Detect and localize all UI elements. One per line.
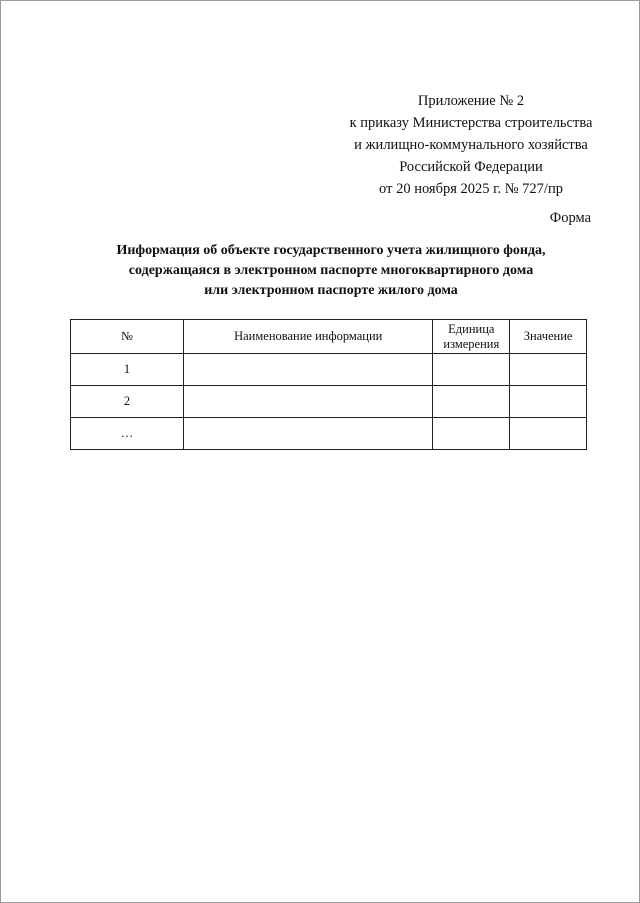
row-number: 1 bbox=[71, 354, 184, 386]
row-number: … bbox=[71, 418, 184, 450]
row-value bbox=[510, 354, 587, 386]
appendix-ministry: и жилищно-коммунального хозяйства bbox=[354, 137, 588, 153]
row-name bbox=[184, 386, 433, 418]
form-label: Форма bbox=[549, 210, 591, 226]
info-table bbox=[70, 319, 587, 450]
appendix-header bbox=[341, 90, 601, 200]
row-value bbox=[510, 386, 587, 418]
appendix-country: Российской Федерации bbox=[399, 159, 543, 175]
table-header-row bbox=[71, 320, 587, 354]
appendix-date: от 20 ноября 2025 г. № 727/пр bbox=[379, 181, 563, 197]
header-unit: Единица измерения bbox=[433, 320, 510, 354]
appendix-number: Приложение № 2 bbox=[417, 93, 525, 109]
row-unit bbox=[433, 386, 510, 418]
table-row bbox=[71, 354, 587, 386]
document-title bbox=[1, 241, 640, 301]
row-number: 2 bbox=[71, 386, 184, 418]
title-line-1: Информация об объекте государственного учета жилищного фонда, bbox=[116, 243, 546, 258]
row-name bbox=[184, 354, 433, 386]
title-line-3: или электронном паспорте жилого дома bbox=[204, 283, 458, 298]
header-number: № bbox=[71, 320, 184, 354]
table-row bbox=[71, 386, 587, 418]
appendix-order-ref: к приказу Министерства строительства bbox=[349, 115, 593, 131]
table-row bbox=[71, 418, 587, 450]
header-value: Значение bbox=[510, 320, 587, 354]
row-value bbox=[510, 418, 587, 450]
row-unit bbox=[433, 418, 510, 450]
row-name bbox=[184, 418, 433, 450]
row-unit bbox=[433, 354, 510, 386]
header-name: Наименование информации bbox=[184, 320, 433, 354]
title-line-2: содержащаяся в электронном паспорте многоквартирного дома bbox=[128, 263, 534, 278]
